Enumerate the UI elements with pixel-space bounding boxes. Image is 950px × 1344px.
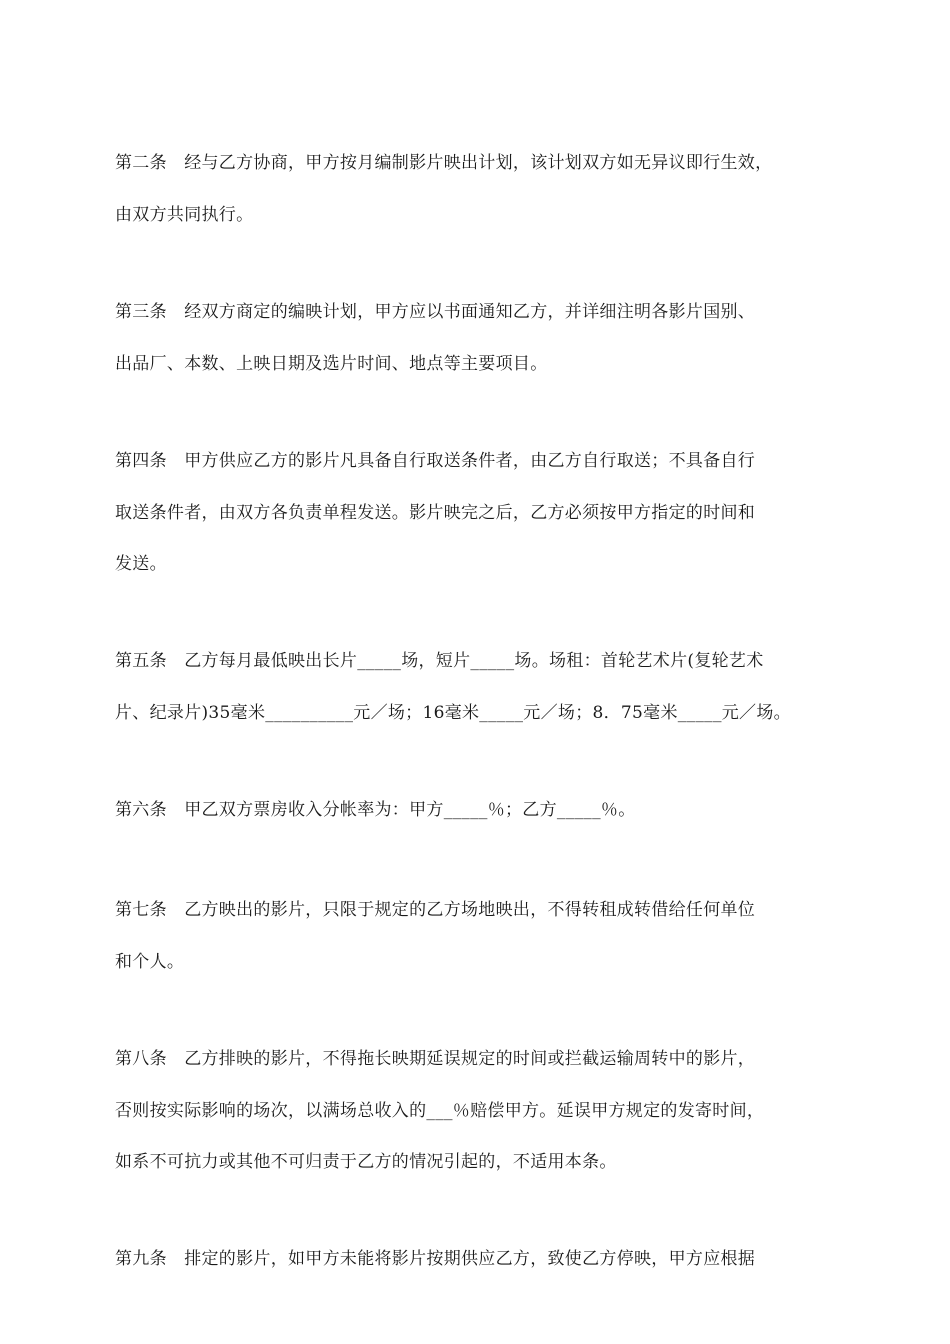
article-4-line-3: 发送。 bbox=[115, 554, 167, 574]
article-9-line-1: 第九条 排定的影片，如甲方未能将影片按期供应乙方，致使乙方停映，甲方应根据 bbox=[115, 1249, 756, 1269]
article-4-line-1: 第四条 甲方供应乙方的影片凡具备自行取送条件者，由乙方自行取送；不具备自行 bbox=[115, 451, 756, 471]
article-8-line-3: 如系不可抗力或其他不可归责于乙方的情况引起的，不适用本条。 bbox=[115, 1152, 617, 1172]
article-3-line-1: 第三条 经双方商定的编映计划，甲方应以书面通知乙方，并详细注明各影片国别、 bbox=[115, 302, 756, 322]
article-5-line-2: 片、纪录片)35毫米__________元／场；16毫米_____元／场；8．75毫米_____元／场。 bbox=[115, 703, 791, 723]
article-7-line-1: 第七条 乙方映出的影片，只限于规定的乙方场地映出，不得转租成转借给任何单位 bbox=[115, 900, 756, 920]
article-5-line-1: 第五条 乙方每月最低映出长片_____场，短片_____场。场租：首轮艺术片(复轮艺术 bbox=[115, 651, 764, 671]
article-6-line-1: 第六条 甲乙双方票房收入分帐率为：甲方_____％；乙方_____％。 bbox=[115, 800, 636, 820]
article-2-line-1: 第二条 经与乙方协商，甲方按月编制影片映出计划，该计划双方如无异议即行生效， bbox=[115, 153, 773, 173]
article-8-line-1: 第八条 乙方排映的影片，不得拖长映期延误规定的时间或拦截运输周转中的影片， bbox=[115, 1049, 756, 1069]
article-4-line-2: 取送条件者，由双方各负责单程发送。影片映完之后，乙方必须按甲方指定的时间和 bbox=[115, 503, 756, 523]
article-2-line-2: 由双方共同执行。 bbox=[115, 205, 254, 225]
article-7-line-2: 和个人。 bbox=[115, 952, 185, 972]
article-8-line-2: 否则按实际影响的场次，以满场总收入的___％赔偿甲方。延误甲方规定的发寄时间， bbox=[115, 1101, 765, 1121]
article-3-line-2: 出品厂、本数、上映日期及选片时间、地点等主要项目。 bbox=[115, 354, 548, 374]
